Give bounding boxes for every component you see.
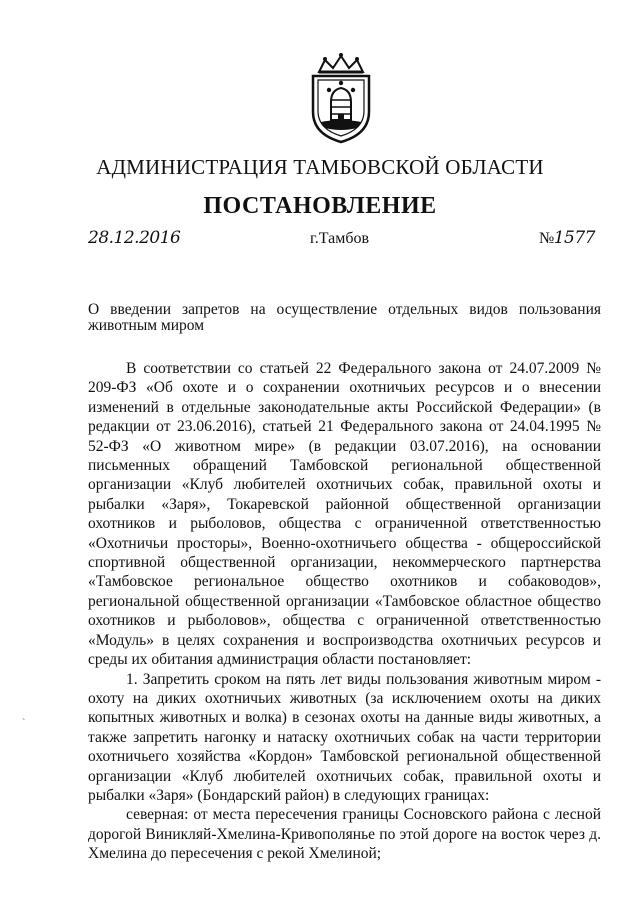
number-label: №	[538, 230, 554, 247]
clause-1-paragraph: 1. Запретить сроком на пять лет виды пользования животным миром - охоту на диких охотничьих животных (за исключением охоты на диких копытных животных и волка) в сезонах охоты на данные виды животных, а также запретить нагонку и натаску охотничьих собак на части территории охотничьего хозяйства «Кордон» Тамбовской региональной общественной организации «Клуб любителей охотничьих собак, правильной охоты и рыбалки «Заря» (Бондарский район) в следующих границах:	[88, 670, 601, 804]
document-meta-row	[88, 228, 595, 254]
document-body	[88, 359, 601, 864]
north-border-paragraph: северная: от места пересечения границы Сосновского района с лесной дорогой Виникляй-Хмелина-Кривополянье по этой дороге на восток через д. Хмелина до пересечения с рекой Хмелиной;	[88, 806, 601, 863]
document-type-title: ПОСТАНОВЛЕНИЕ	[203, 193, 437, 219]
document-number	[539, 228, 595, 248]
preamble-paragraph: В соответствии со статьей 22 Федерального закона от 24.07.2009 № 209-ФЗ «Об охоте и о сохранении охотничьих ресурсов и о внесении изменений в отдельные законодательные акты Российской Федерации» (в редакции от 23.06.2016), статьей 21 Федерального закона от 24.04.1995 № 52-ФЗ «О животном мире» (в редакции 03.07.2016), на основании письменных обращений Тамбовской региональной общественной организации «Клуб любителей охотничьих собак, правильной охоты и рыбалки «Заря», Токаревской районной общественной организации охотников и рыболовов, общества с ограниченной ответственностью «Охотничьи просторы», Военно-охотничьего общества - общероссийской спортивной общественной организации, некоммерческого партнерства «Тамбовское региональное общество охотников и собаководов», региональной общественной организации «Тамбовское областное общество охотников и рыболовов», общества с ограниченной ответственностью «Модуль» в целях сохранения и воспроизводства охотничьих ресурсов и среды их обитания администрация области постановляет:	[88, 360, 601, 669]
organization-name: АДМИНИСТРАЦИЯ ТАМБОВСКОЙ ОБЛАСТИ	[96, 155, 544, 179]
number-value: 1577	[553, 228, 595, 248]
document-city: г.Тамбов	[310, 230, 370, 247]
document-subject: О введении запретов на осуществление отдельных видов пользования животным миром	[88, 301, 601, 334]
document-date: 28.12.2016	[88, 228, 181, 248]
coat-of-arms-icon	[305, 50, 377, 145]
scan-mark: ˋ	[22, 718, 26, 729]
